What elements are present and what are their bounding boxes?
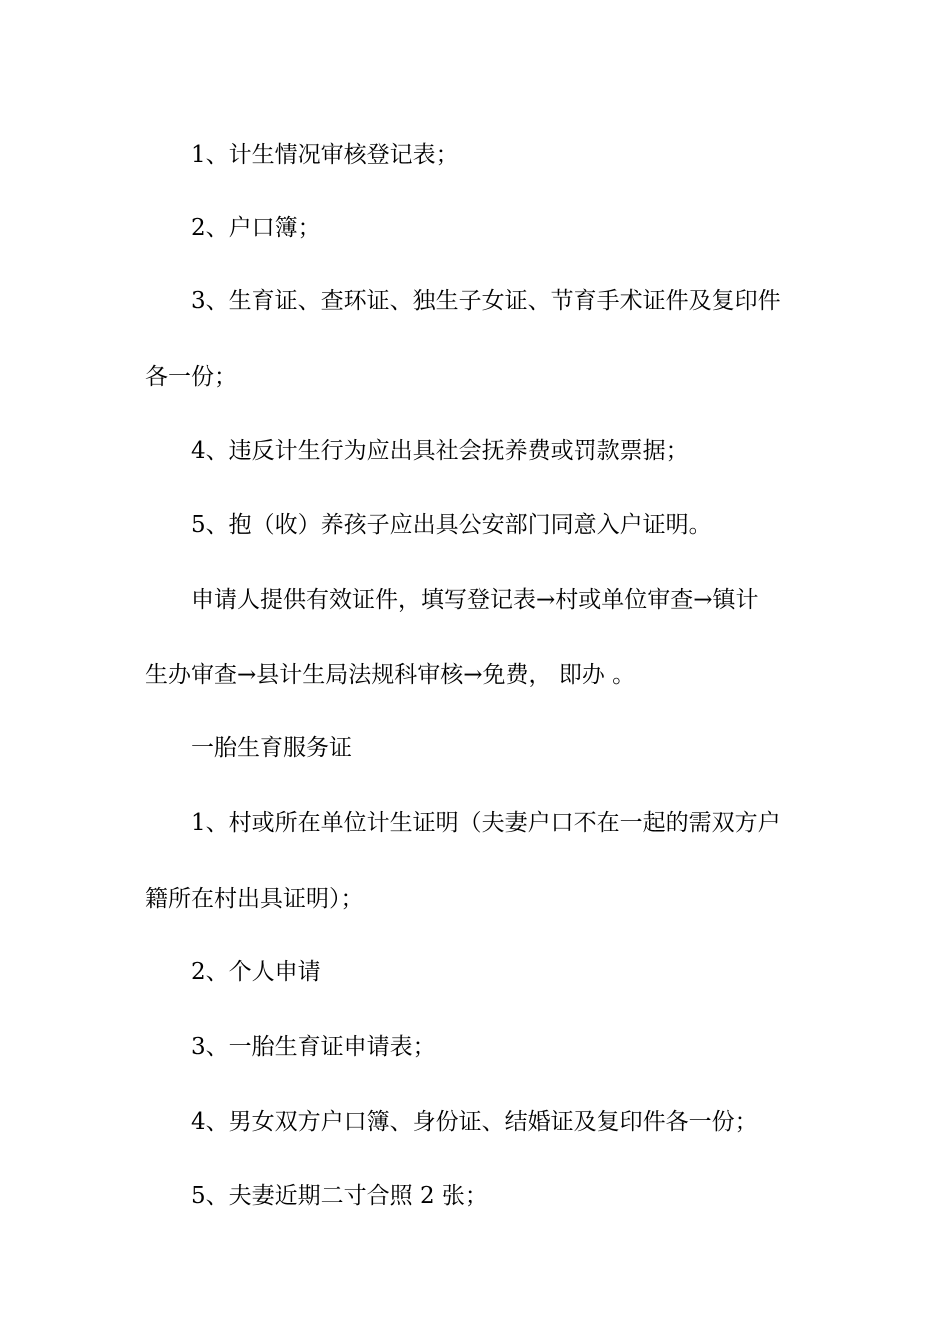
text-line-3: 3、生育证、查环证、独生子女证、节育手术证件及复印件: [191, 288, 781, 314]
text-line-6: 5、抱（收）养孩子应出具公安部门同意入户证明。: [191, 512, 712, 538]
text-line-10: 1、村或所在单位计生证明（夫妻户口不在一起的需双方户: [191, 810, 781, 836]
text-line-11: 籍所在村出具证明）；: [145, 886, 364, 912]
text-line-1: 1、计生情况审核登记表；: [191, 142, 459, 168]
text-line-4: 各一份；: [145, 364, 237, 390]
text-line-2: 2、户口簿；: [191, 215, 321, 241]
text-line-15: 5、夫妻近期二寸合照 2 张；: [191, 1183, 488, 1209]
text-line-5: 4、违反计生行为应出具社会抚养费或罚款票据；: [191, 438, 689, 464]
section-heading: 一胎生育服务证: [191, 735, 352, 761]
text-line-13: 3、一胎生育证申请表；: [191, 1034, 436, 1060]
text-line-7: 申请人提供有效证件，填写登记表→村或单位审查→镇计: [191, 587, 759, 613]
text-line-14: 4、男女双方户口簿、身份证、结婚证及复印件各一份；: [191, 1109, 758, 1135]
text-line-12: 2、个人申请: [191, 959, 321, 985]
text-line-8: 生办审查→县计生局法规科审核→免费， 即办 。: [145, 662, 636, 688]
